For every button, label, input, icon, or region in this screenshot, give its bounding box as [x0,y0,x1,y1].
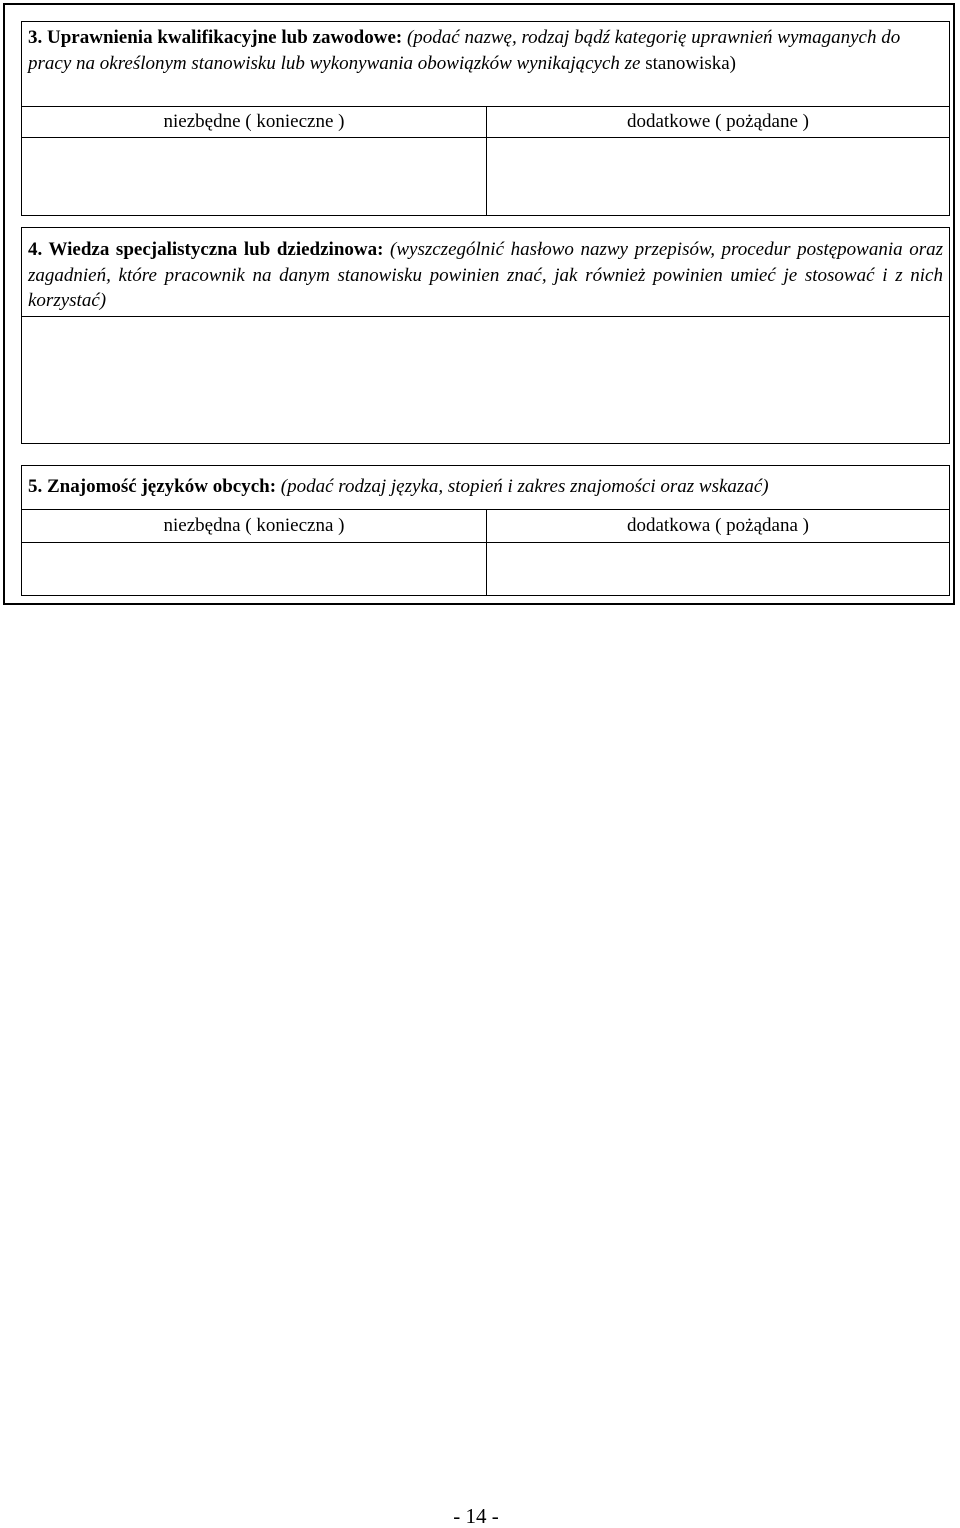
section-3-heading: 3. Uprawnienia kwalifikacyjne lub zawodowe: [28,27,403,48]
section-3-col-required-label: niezbędne ( konieczne ) [163,111,345,132]
section-4-box [21,227,950,444]
section-5-col-additional-label: dodatkowa ( pożądana ) [626,515,809,536]
section-4-heading: 4. Wiedza specjalistyczna lub dziedzinowa: [28,239,384,260]
section-3-box [21,21,950,216]
section-5-heading: 5. Znajomość języków obcych: [28,476,277,497]
section-4-note: (wyszczególnić hasłowo nazwy przepisów, procedur postępowania oraz zagadnień, które pracownik na danym stanowisku powinien znać, jak również powinien umieć je stosować i z nich korzystać) [28,239,943,311]
section-3-note: (podać nazwę, rodzaj bądź kategorię uprawnień wymaganych do pracy na określonym stanowisku lub wykonywania obowiązków wynikających ze [28,27,901,74]
section-3-col-additional-label: dodatkowe ( pożądane ) [626,111,809,132]
section-4-header [22,228,949,314]
section-5-box [21,465,950,596]
section-3-note-tail: stanowiska) [645,52,736,74]
section-5-header [22,466,949,500]
section-5-note: (podać rodzaj języka, stopień i zakres znajomości oraz wskazać) [280,476,769,497]
section-4-divider [22,316,949,317]
section-3-header [22,22,949,76]
page-number: - 14 - [453,1504,499,1528]
section-5-col-required-label: niezbędna ( konieczna ) [163,515,345,536]
